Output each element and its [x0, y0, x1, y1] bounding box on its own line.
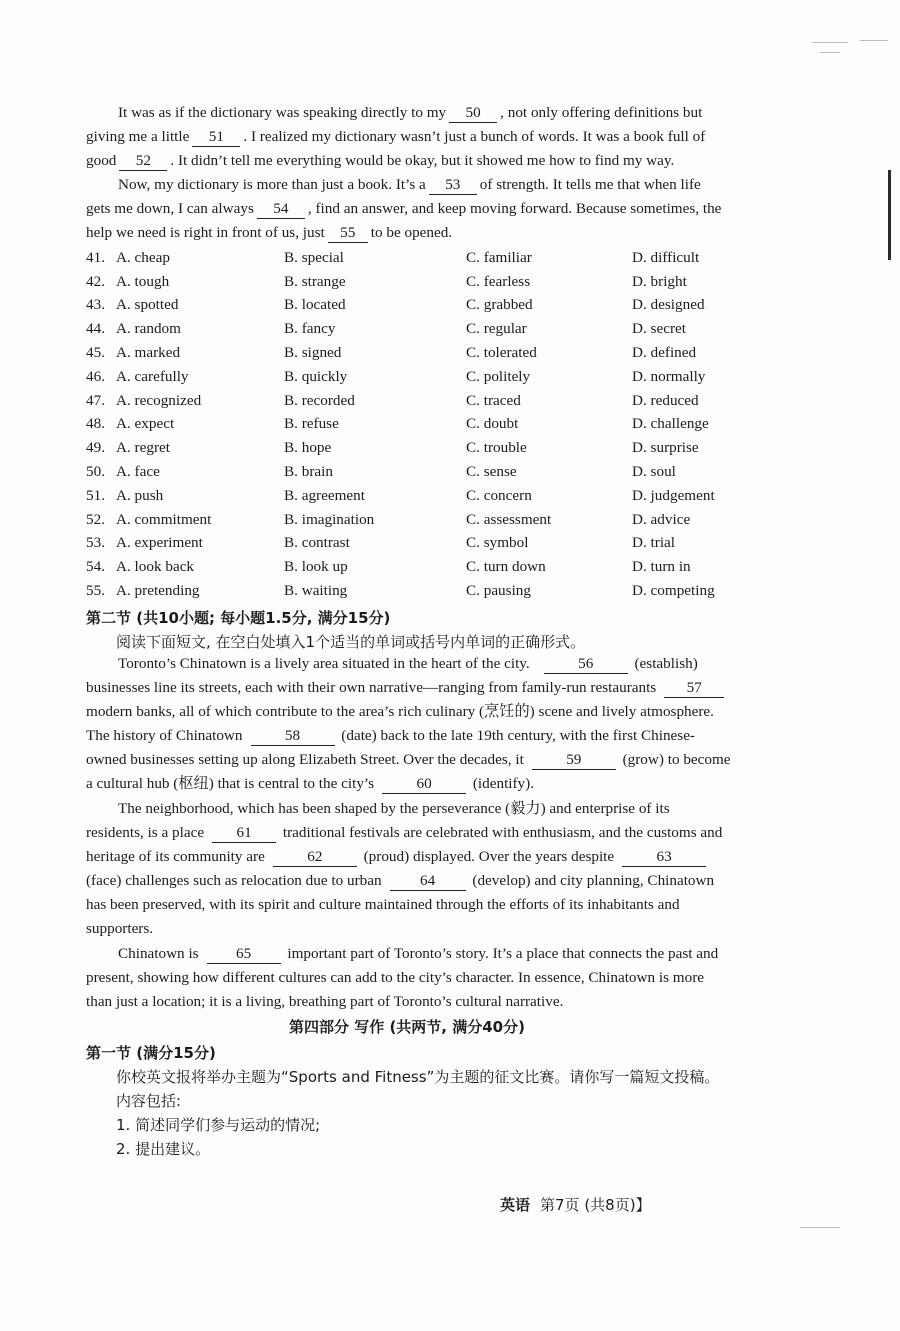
option-c[interactable]: C. familiar	[466, 248, 532, 266]
option-a[interactable]: A. push	[116, 486, 164, 504]
option-c[interactable]: C. doubt	[466, 415, 519, 433]
blank-63[interactable]: 63	[622, 848, 706, 867]
option-b[interactable]: B. recorded	[284, 391, 355, 409]
option-d[interactable]: D. defined	[632, 344, 697, 362]
option-b[interactable]: B. waiting	[284, 582, 348, 600]
option-b[interactable]: B. hope	[284, 439, 332, 457]
option-d[interactable]: D. secret	[632, 320, 686, 338]
blank-50[interactable]: 50	[449, 104, 497, 123]
blank-57[interactable]: 57	[664, 679, 724, 698]
blank-64[interactable]: 64	[390, 872, 466, 891]
option-b[interactable]: B. refuse	[284, 415, 339, 433]
option-a[interactable]: A. look back	[116, 558, 195, 576]
option-b[interactable]: B. signed	[284, 344, 342, 362]
option-a[interactable]: A. carefully	[116, 367, 189, 385]
blank-61[interactable]: 61	[212, 824, 276, 843]
scan-artifact	[812, 42, 848, 43]
option-d[interactable]: D. judgement	[632, 486, 715, 504]
option-c[interactable]: C. tolerated	[466, 344, 537, 362]
option-a[interactable]: A. face	[116, 463, 160, 481]
option-a[interactable]: A. regret	[116, 439, 170, 457]
blank-54[interactable]: 54	[257, 200, 305, 219]
option-c[interactable]: C. politely	[466, 367, 531, 385]
option-b[interactable]: B. located	[284, 296, 346, 314]
scan-artifact	[860, 40, 888, 41]
footer-subject: 英语	[500, 1196, 531, 1214]
option-row: 43. A. spotted B. located C. grabbed D. designed	[86, 294, 776, 318]
blank-53[interactable]: 53	[429, 176, 477, 195]
part4-heading: 第四部分 写作 (共两节, 满分40分)	[289, 1018, 525, 1036]
option-d[interactable]: D. surprise	[632, 439, 699, 457]
option-b[interactable]: B. special	[284, 248, 344, 266]
option-a[interactable]: A. expect	[116, 415, 175, 433]
option-c[interactable]: C. grabbed	[466, 296, 533, 314]
blank-65[interactable]: 65	[207, 945, 281, 964]
passage-paragraph-1: It was as if the dictionary was speaking directly to my 50 , not only offering definitions but giving me a little 51 . I realized my dictionary wasn’t just a bunch of words. It was a book full of good 52 . It didn’t tell me everything would be okay, but it showed me how to find my way.	[86, 104, 706, 169]
option-d[interactable]: D. normally	[632, 367, 706, 385]
option-d[interactable]: D. trial	[632, 534, 676, 552]
option-c[interactable]: C. trouble	[466, 439, 527, 457]
option-c[interactable]: C. sense	[466, 463, 517, 481]
blank-60[interactable]: 60	[382, 775, 466, 794]
option-a[interactable]: A. experiment	[116, 534, 203, 552]
option-a[interactable]: A. commitment	[116, 510, 212, 528]
content-label: 内容包括:	[116, 1092, 182, 1110]
option-d[interactable]: D. advice	[632, 510, 691, 528]
option-b[interactable]: B. imagination	[284, 510, 375, 528]
option-row: 41. A. cheap B. special C. familiar D. difficult	[86, 246, 776, 270]
option-d[interactable]: D. bright	[632, 272, 687, 290]
answer-options	[86, 246, 776, 603]
option-c[interactable]: C. concern	[466, 486, 532, 504]
option-a[interactable]: A. cheap	[116, 248, 170, 266]
option-d[interactable]: D. designed	[632, 296, 705, 314]
cloze-paragraph-3: Chinatown is 65 important part of Toronto’s story. It’s a place that connects the past and present, showing how different cultures can add to the city’s character. In essence, Chinatown is more than just a location; it is a living, breathing part of Toronto’s cultural narrative.	[86, 945, 719, 1010]
blank-59[interactable]: 59	[532, 751, 616, 770]
option-a[interactable]: A. recognized	[116, 391, 202, 409]
scan-artifact	[820, 52, 840, 53]
blank-51[interactable]: 51	[192, 128, 240, 147]
option-b[interactable]: B. fancy	[284, 320, 336, 338]
option-c[interactable]: C. pausing	[466, 582, 531, 600]
option-b[interactable]: B. quickly	[284, 367, 348, 385]
section2-instruction: 阅读下面短文, 在空白处填入1个适当的单词或括号内单词的正确形式。	[116, 633, 586, 651]
option-row: 42. A. tough B. strange C. fearless D. bright	[86, 270, 776, 294]
option-c[interactable]: C. assessment	[466, 510, 552, 528]
option-b[interactable]: B. brain	[284, 463, 333, 481]
passage-paragraph-2: Now, my dictionary is more than just a book. It’s a 53 of strength. It tells me that when life gets me down, I can always 54 , find an answer, and keep moving forward. Because sometimes, the help we need is right in front of us, just 55 to be opened.	[86, 176, 722, 241]
option-a[interactable]: A. marked	[116, 344, 181, 362]
blank-58[interactable]: 58	[251, 727, 335, 746]
blank-62[interactable]: 62	[273, 848, 357, 867]
option-row: 44. A. random B. fancy C. regular D. secret	[86, 317, 776, 341]
option-row: 51. A. push B. agreement C. concern D. judgement	[86, 484, 776, 508]
writing-task: 你校英文报将举办主题为“Sports and Fitness”为主题的征文比赛。请你写一篇短文投稿。	[116, 1068, 720, 1086]
option-a[interactable]: A. tough	[116, 272, 170, 290]
footer-page-number: 第7页 (共8页)】	[540, 1196, 651, 1214]
option-row: 49. A. regret B. hope C. trouble D. surprise	[86, 436, 776, 460]
option-d[interactable]: D. reduced	[632, 391, 699, 409]
option-d[interactable]: D. turn in	[632, 558, 691, 576]
option-row: 55. A. pretending B. waiting C. pausing D. competing	[86, 579, 776, 603]
option-row: 45. A. marked B. signed C. tolerated D. defined	[86, 341, 776, 365]
writing-section1-heading: 第一节 (满分15分)	[86, 1044, 216, 1062]
option-b[interactable]: B. agreement	[284, 486, 365, 504]
option-row: 53. A. experiment B. contrast C. symbol D. trial	[86, 532, 776, 556]
option-b[interactable]: B. contrast	[284, 534, 350, 552]
content-item-2: 2. 提出建议。	[116, 1140, 211, 1158]
scan-edge-mark	[888, 170, 891, 260]
option-c[interactable]: C. traced	[466, 391, 521, 409]
blank-52[interactable]: 52	[119, 152, 167, 171]
option-row: 52. A. commitment B. imagination C. assessment D. advice	[86, 508, 776, 532]
option-row: 47. A. recognized B. recorded C. traced D. reduced	[86, 389, 776, 413]
option-row: 46. A. carefully B. quickly C. politely D. normally	[86, 365, 776, 389]
section2-heading: 第二节 (共10小题; 每小题1.5分, 满分15分)	[86, 609, 391, 627]
option-c[interactable]: C. regular	[466, 320, 527, 338]
option-a[interactable]: A. pretending	[116, 582, 200, 600]
option-row: 54. A. look back B. look up C. turn down D. turn in	[86, 555, 776, 579]
option-b[interactable]: B. look up	[284, 558, 348, 576]
blank-56[interactable]: 56	[544, 655, 628, 674]
page-footer	[500, 1194, 651, 1215]
option-b[interactable]: B. strange	[284, 272, 346, 290]
cloze-paragraph-1: Toronto’s Chinatown is a lively area situated in the heart of the city. 56 (establish) businesses line its streets, each with their own narrative—ranging from family-run restaurants 57 modern banks, all of which contribute to the area’s rich culinary (烹饪的) scene and lively atmosphere. The history of Chinatown 58 (date) back to the late 19th century, with the first Chinese- owned businesses setting up along Elizabeth Street. Over the decades, it 59 (grow) to become a cultural hub (枢纽) that is central to the city’s 60 (identify).	[86, 655, 731, 792]
option-c[interactable]: C. turn down	[466, 558, 546, 576]
cloze-paragraph-2: The neighborhood, which has been shaped by the perseverance (毅力) and enterprise of its residents, is a place 61 traditional festivals are celebrated with enthusiasm, and the customs and heritage of its community are 62 (proud) displayed. Over the years despite 63 (face) challenges such as relocation due to urban 64 (develop) and city planning, Chinatown has been preserved, with its spirit and culture maintained through the efforts of its inhabitants and supporters.	[86, 800, 723, 937]
option-d[interactable]: D. challenge	[632, 415, 709, 433]
blank-55[interactable]: 55	[328, 224, 368, 243]
content-item-1: 1. 简述同学们参与运动的情况;	[116, 1116, 321, 1134]
option-a[interactable]: A. spotted	[116, 296, 179, 314]
option-d[interactable]: D. competing	[632, 582, 715, 600]
option-a[interactable]: A. random	[116, 320, 181, 338]
option-d[interactable]: D. soul	[632, 463, 676, 481]
option-d[interactable]: D. difficult	[632, 248, 700, 266]
option-row: 48. A. expect B. refuse C. doubt D. challenge	[86, 413, 776, 437]
scan-artifact	[800, 1227, 840, 1228]
option-c[interactable]: C. fearless	[466, 272, 531, 290]
option-c[interactable]: C. symbol	[466, 534, 529, 552]
option-row: 50. A. face B. brain C. sense D. soul	[86, 460, 776, 484]
